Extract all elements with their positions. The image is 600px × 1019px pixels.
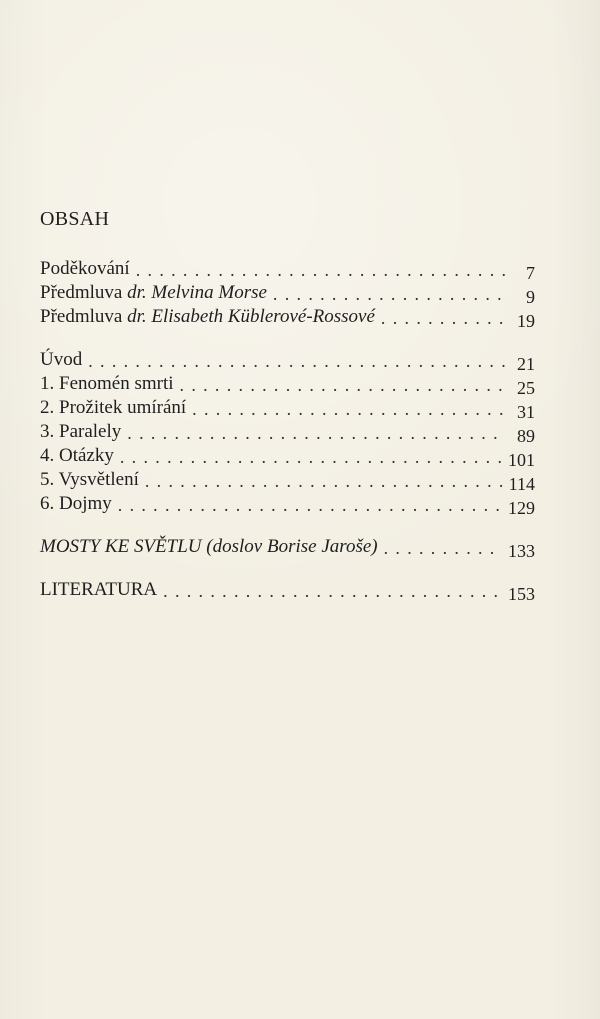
toc-entry-title <box>40 348 82 372</box>
toc-page-number: 133 <box>508 541 535 561</box>
leader-dots <box>145 472 503 490</box>
leader-dots <box>273 285 505 303</box>
toc-page-number: 7 <box>526 263 535 283</box>
toc-entry <box>40 420 535 444</box>
toc-entry-title <box>40 468 139 492</box>
toc-entry-text: 2. Prožitek umírání <box>40 397 187 418</box>
leader-dots <box>163 582 502 600</box>
toc-entry-text: 1. Fenomén smrti <box>40 373 174 394</box>
toc-entry-italic-text: dr. Elisabeth Küblerové-Rossové <box>127 306 375 327</box>
contents-group-front-matter <box>40 257 535 329</box>
toc-entry-text: 6. Dojmy <box>40 493 112 514</box>
toc-entry <box>40 444 535 468</box>
leader-dots <box>120 448 502 466</box>
toc-entry-title <box>40 492 112 516</box>
toc-entry <box>40 257 535 281</box>
leader-dots <box>192 400 505 418</box>
toc-entry <box>40 468 535 492</box>
toc-page-number: 153 <box>508 584 535 604</box>
toc-page-number: 9 <box>526 287 535 307</box>
toc-page-number: 31 <box>517 402 535 422</box>
toc-entry <box>40 396 535 420</box>
toc-entry <box>40 492 535 516</box>
toc-page-number: 129 <box>508 498 535 518</box>
leader-dots <box>180 376 505 394</box>
toc-entry-title <box>40 372 174 396</box>
toc-entry-text: Předmluva <box>40 306 128 327</box>
toc-entry-title <box>40 396 186 420</box>
leader-dots <box>384 539 502 557</box>
toc-entry-text: Poděkování <box>40 258 130 279</box>
toc-entry <box>40 372 535 396</box>
contents-group-afterword <box>40 535 535 559</box>
toc-entry <box>40 281 535 305</box>
toc-entry-title <box>40 420 121 444</box>
toc-entry-text: 4. Otázky <box>40 445 114 466</box>
toc-entry-text: 3. Paralely <box>40 421 122 442</box>
toc-entry-title <box>40 281 267 305</box>
leader-dots <box>136 261 505 279</box>
toc-entry-title <box>40 257 130 281</box>
toc-page-number: 89 <box>517 426 535 446</box>
toc-entry-text: 5. Vysvětlení <box>40 469 139 490</box>
toc-page-number: 101 <box>508 450 535 470</box>
toc-entry-text: LITERATURA <box>40 579 158 600</box>
toc-entry-title <box>40 305 375 329</box>
toc-page-number: 21 <box>517 354 535 374</box>
toc-page-number: 25 <box>517 378 535 398</box>
toc-entry-italic-text: MOSTY KE SVĚTLU (doslov Borise Jaroše) <box>40 536 378 557</box>
leader-dots <box>127 424 505 442</box>
toc-page-number: 114 <box>508 474 535 494</box>
toc-entry <box>40 305 535 329</box>
toc-page-number: 19 <box>517 311 535 331</box>
toc-entry-italic-text: dr. Melvina Morse <box>127 282 267 303</box>
toc-entry-text: Úvod <box>40 349 83 370</box>
toc-entry <box>40 578 535 602</box>
toc-entry <box>40 535 535 559</box>
toc-entry <box>40 348 535 372</box>
leader-dots <box>88 352 505 370</box>
toc-entry-title <box>40 578 157 602</box>
contents-group-literature <box>40 578 535 602</box>
leader-dots <box>381 309 505 327</box>
contents-title: OBSAH <box>40 208 110 230</box>
toc-entry-title <box>40 444 114 468</box>
contents-group-chapters <box>40 348 535 516</box>
leader-dots <box>118 496 502 514</box>
toc-entry-text: Předmluva <box>40 282 128 303</box>
toc-entry-title <box>40 535 378 559</box>
